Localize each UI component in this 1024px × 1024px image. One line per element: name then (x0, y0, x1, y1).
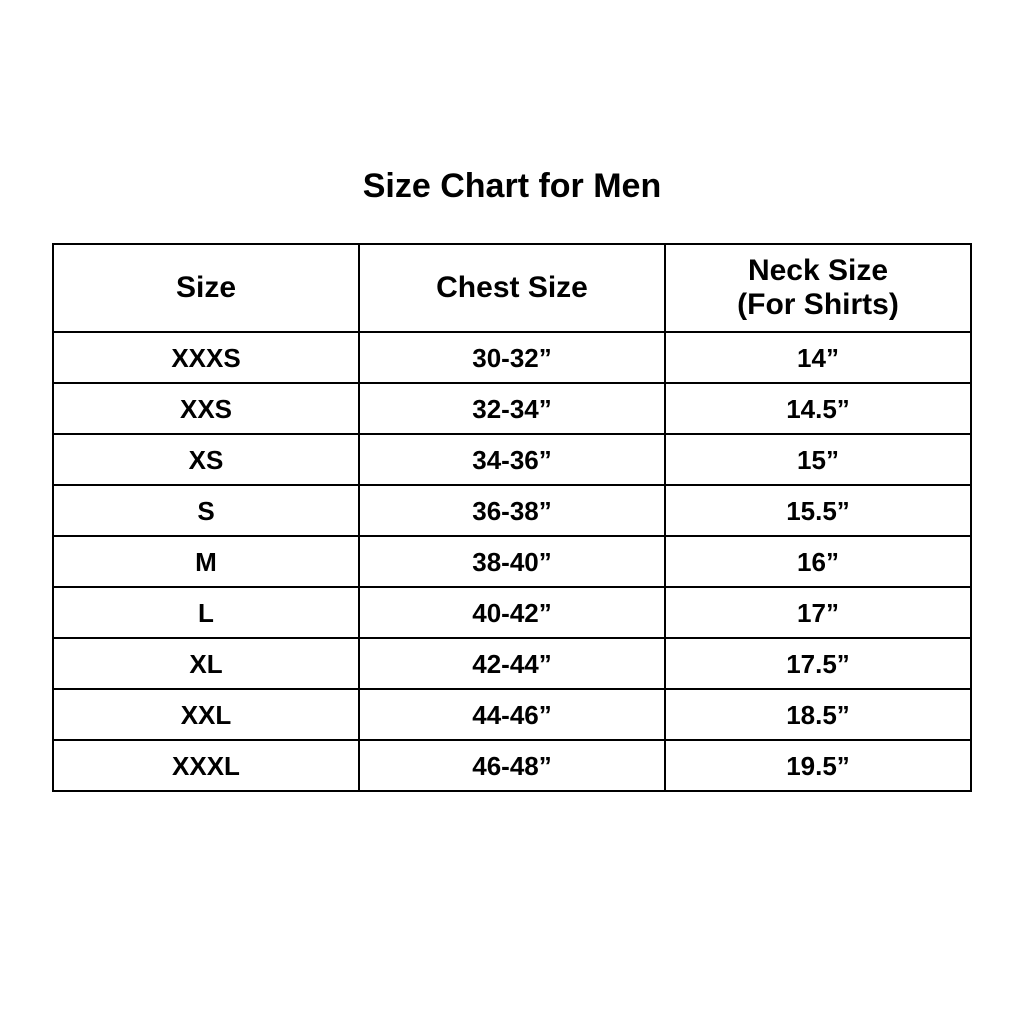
column-header-neck-size-label: Neck Size (747, 253, 889, 287)
column-header-chest-size-label: Chest Size (436, 270, 588, 304)
neck-size-cell: 19.5” (665, 740, 971, 791)
neck-size-cell: 14” (665, 332, 971, 383)
table-row (53, 383, 971, 434)
neck-size-cell: 17” (665, 587, 971, 638)
table-row (53, 587, 971, 638)
table-row (53, 638, 971, 689)
size-cell: L (53, 587, 359, 638)
chest-size-cell: 38-40” (359, 536, 665, 587)
chest-size-cell: 36-38” (359, 485, 665, 536)
chest-size-cell: 42-44” (359, 638, 665, 689)
size-cell: XXL (53, 689, 359, 740)
neck-size-cell: 15.5” (665, 485, 971, 536)
neck-size-cell: 15” (665, 434, 971, 485)
size-cell: M (53, 536, 359, 587)
chest-size-cell: 46-48” (359, 740, 665, 791)
size-chart-table (52, 243, 972, 792)
table-row (53, 485, 971, 536)
table-row (53, 740, 971, 791)
neck-size-cell: 18.5” (665, 689, 971, 740)
column-header-chest-size (359, 244, 665, 332)
column-header-size-label: Size (175, 270, 237, 304)
size-cell: XL (53, 638, 359, 689)
table-row (53, 434, 971, 485)
column-header-size (53, 244, 359, 332)
size-cell: XXS (53, 383, 359, 434)
table-row (53, 689, 971, 740)
table-header-row (53, 244, 971, 332)
chest-size-cell: 32-34” (359, 383, 665, 434)
page-title: Size Chart for Men (362, 167, 662, 205)
neck-size-cell: 16” (665, 536, 971, 587)
table-row (53, 536, 971, 587)
column-header-neck-size-sublabel: (For Shirts) (737, 288, 899, 321)
chest-size-cell: 44-46” (359, 689, 665, 740)
chest-size-cell: 34-36” (359, 434, 665, 485)
neck-size-cell: 14.5” (665, 383, 971, 434)
size-cell: XXXS (53, 332, 359, 383)
neck-size-cell: 17.5” (665, 638, 971, 689)
chest-size-cell: 30-32” (359, 332, 665, 383)
column-header-neck-size (665, 244, 971, 332)
size-cell: XS (53, 434, 359, 485)
size-cell: XXXL (53, 740, 359, 791)
size-cell: S (53, 485, 359, 536)
chest-size-cell: 40-42” (359, 587, 665, 638)
table-row (53, 332, 971, 383)
